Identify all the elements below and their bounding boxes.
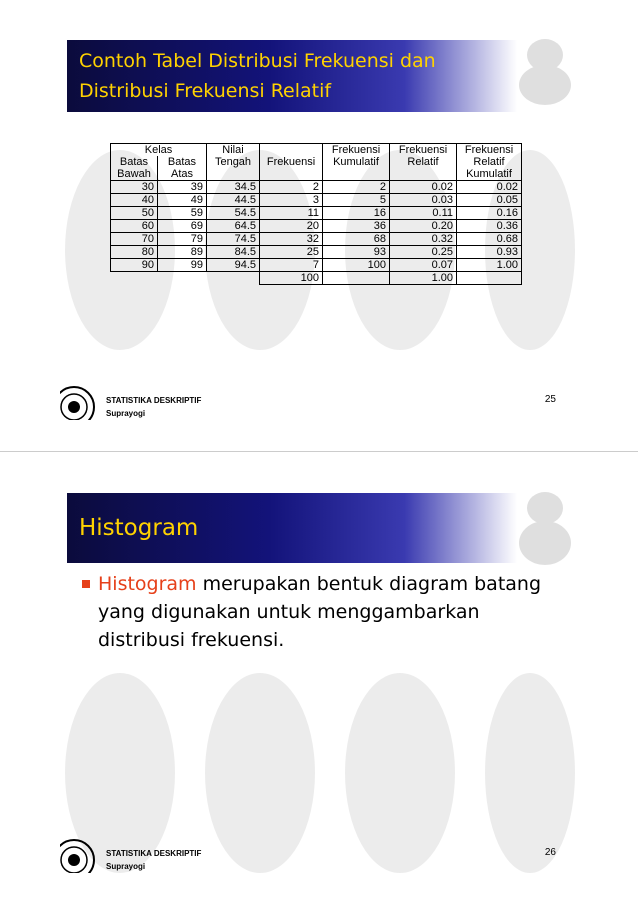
bullet-line-2: yang digunakan untuk menggambarkan [98, 601, 480, 623]
slide-26 [60, 483, 578, 873]
header-frek-rel-1: Frekuensi [390, 144, 457, 157]
header-nilai-tengah-2: Tengah [207, 156, 260, 168]
footer-title: STATISTIKA DESKRIPTIF [106, 849, 202, 858]
header-frekuensi: Frekuensi [260, 156, 323, 168]
total-frek-relatif: 1.00 [390, 272, 457, 285]
table-row: 80 89 84.5 25 93 0.25 0.93 [111, 246, 522, 259]
frequency-table [110, 143, 522, 285]
slide-title: Histogram [79, 515, 199, 541]
table-row: 30 39 34.5 2 2 0.02 0.02 [111, 181, 522, 194]
university-logo-icon [60, 384, 97, 420]
slide-25 [60, 30, 578, 420]
header-batas-bawah-1: Batas [111, 156, 158, 168]
header-frek-rel-kum-2: Relatif [457, 156, 522, 168]
header-frek-kum-2: Kumulatif [323, 156, 390, 168]
header-batas-bawah-2: Bawah [111, 168, 158, 181]
header-frek-rel-kum-1: Frekuensi [457, 144, 522, 157]
header-frek-kum-1: Frekuensi [323, 144, 390, 157]
ganesha-corner-icon [515, 35, 575, 105]
header-frek-rel-kum-3: Kumulatif [457, 168, 522, 181]
page-number: 26 [544, 847, 556, 858]
header-kelas: Kelas [111, 144, 207, 157]
university-logo-icon [60, 837, 97, 873]
header-frek-rel-2: Relatif [390, 156, 457, 168]
ganesha-corner-icon [515, 488, 575, 568]
table-row: 50 59 54.5 11 16 0.11 0.16 [111, 207, 522, 220]
total-frekuensi: 100 [260, 272, 323, 285]
footer-author: Suprayogi [106, 409, 146, 418]
table-row: 90 99 94.5 7 100 0.07 1.00 [111, 259, 522, 272]
footer-author: Suprayogi [106, 862, 146, 871]
header-nilai-tengah-1: Nilai [207, 144, 260, 157]
slide-title-line2: Distribusi Frekuensi Relatif [79, 80, 332, 102]
table-total-row [111, 272, 522, 285]
bullet-line-3: distribusi frekuensi. [98, 629, 285, 651]
table-row: 40 49 44.5 3 5 0.03 0.05 [111, 194, 522, 207]
slide-separator [0, 451, 638, 452]
table-row: 70 79 74.5 32 68 0.32 0.68 [111, 233, 522, 246]
ganesha-watermark-icon [60, 663, 578, 873]
bullet-icon [82, 580, 90, 588]
header-batas-atas-1: Batas [158, 156, 207, 168]
slide-title-line1: Contoh Tabel Distribusi Frekuensi dan [79, 50, 436, 72]
footer-title: STATISTIKA DESKRIPTIF [106, 396, 202, 405]
table-row: 60 69 64.5 20 36 0.20 0.36 [111, 220, 522, 233]
page-number: 25 [544, 394, 556, 405]
bullet-line-1-rest: merupakan bentuk diagram batang [196, 573, 542, 595]
header-batas-atas-2: Atas [158, 168, 207, 181]
bullet-highlight: Histogram [98, 573, 197, 595]
bullet-line-1 [98, 570, 541, 598]
